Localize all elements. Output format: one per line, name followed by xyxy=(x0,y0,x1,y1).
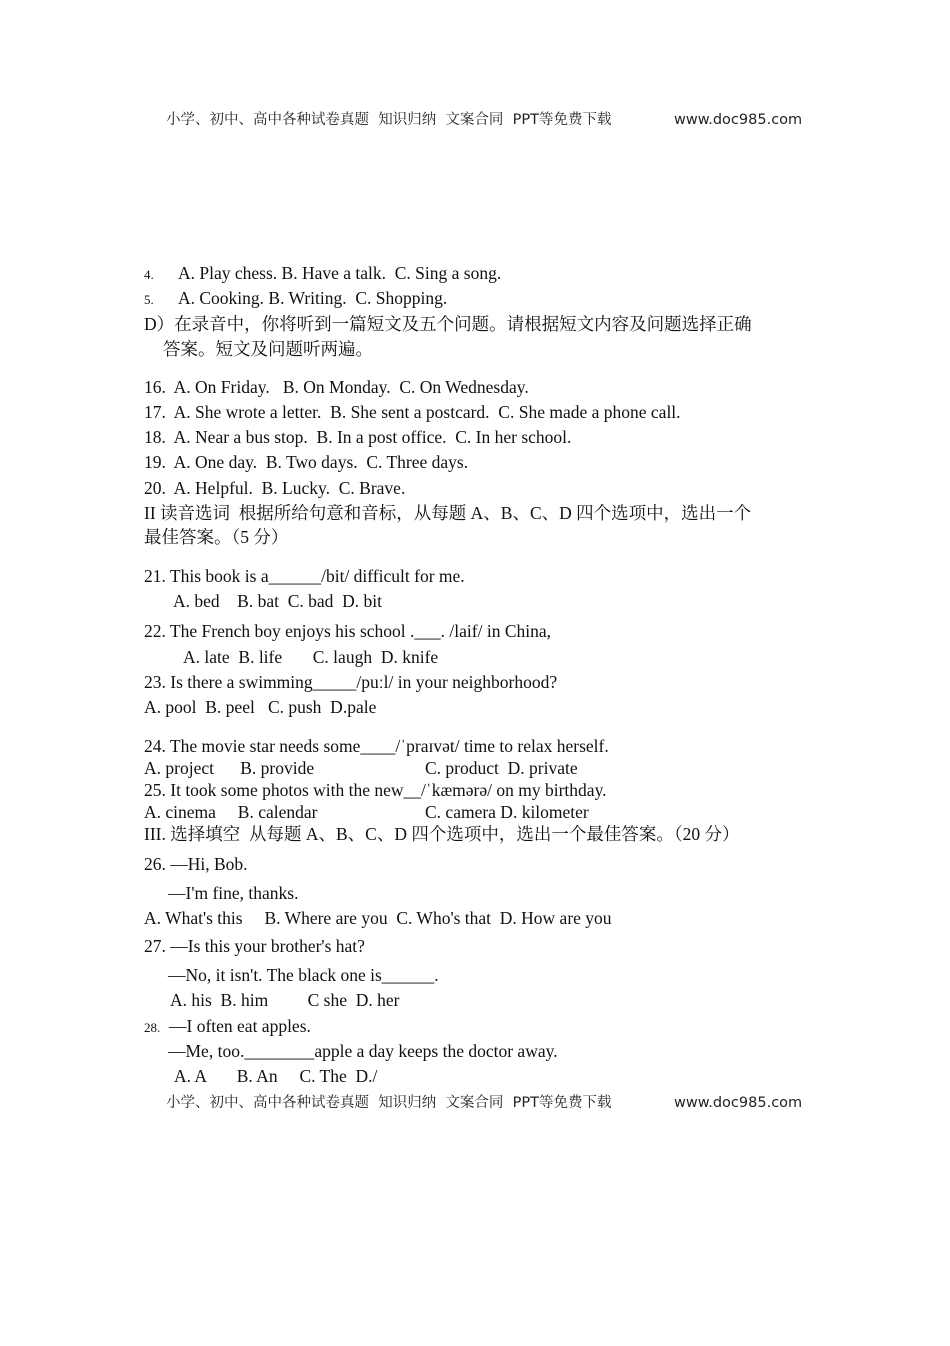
question-28-prompt: —I often eat apples. xyxy=(169,1016,311,1036)
question-26-reply: —I'm fine, thanks. xyxy=(168,883,299,903)
question-18: 18. A. Near a bus stop. B. In a post office. C. In her school. xyxy=(144,427,572,447)
question-4 xyxy=(144,262,501,286)
question-23: 23. Is there a swimming_____/puːl/ in your neighborhood? xyxy=(144,672,558,692)
question-23-options: A. pool B. peel C. push D.pale xyxy=(144,697,377,717)
question-20: 20. A. Helpful. B. Lucky. C. Brave. xyxy=(144,478,406,498)
section-d-instruction-line2: 答案。短文及问题听两遍。 xyxy=(163,339,373,359)
question-27-options: A. his B. him C she D. her xyxy=(170,990,400,1010)
question-21-options: A. bed B. bat C. bad D. bit xyxy=(173,591,383,611)
question-28-reply: —Me, too.________apple a day keeps the doctor away. xyxy=(168,1041,558,1061)
question-22: 22. The French boy enjoys his school .___. /laif/ in China, xyxy=(144,621,551,641)
question-24-options-cd: C. product D. private xyxy=(425,758,578,778)
question-25: 25. It took some photos with the new__/ˈkæmərə/ on my birthday. xyxy=(144,780,607,800)
question-26-options: A. What's this B. Where are you C. Who's that D. How are you xyxy=(144,908,612,928)
question-5-number: 5. xyxy=(144,292,154,307)
section-ii-instruction-line2: 最佳答案。（5 分） xyxy=(144,527,289,547)
question-28-number: 28. xyxy=(144,1020,161,1035)
footer-url: www.doc985.com xyxy=(674,1095,803,1111)
question-25-options-cd: C. camera D. kilometer xyxy=(425,802,589,822)
question-26: 26. —Hi, Bob. xyxy=(144,854,248,874)
question-19: 19. A. One day. B. Two days. C. Three days. xyxy=(144,452,469,472)
question-24: 24. The movie star needs some____/ˈpraɪvət/ time to relax herself. xyxy=(144,736,609,756)
question-22-options: A. late B. life C. laugh D. knife xyxy=(183,647,439,667)
question-17: 17. A. She wrote a letter. B. She sent a postcard. C. She made a phone call. xyxy=(144,402,681,422)
section-d-instruction-line1: D）在录音中，你将听到一篇短文及五个问题。请根据短文内容及问题选择正确 xyxy=(144,314,752,334)
footer-text: 小学、初中、高中各种试卷真题 知识归纳 文案合同 PPT等免费下载 xyxy=(166,1095,612,1111)
question-28 xyxy=(144,1015,311,1039)
question-25-options-ab: A. cinema B. calendar xyxy=(144,802,318,822)
question-21: 21. This book is a______/bit/ difficult for me. xyxy=(144,566,465,586)
header-text: 小学、初中、高中各种试卷真题 知识归纳 文案合同 PPT等免费下载 xyxy=(166,112,612,128)
question-27-reply: —No, it isn't. The black one is______. xyxy=(168,965,439,985)
section-ii-instruction-line1: II 读音选词 根据所给句意和音标，从每题 A、B、C、D 四个选项中，选出一个 xyxy=(144,503,752,523)
question-28-options: A. A B. An C. The D./ xyxy=(174,1066,378,1086)
question-16: 16. A. On Friday. B. On Monday. C. On Wednesday. xyxy=(144,377,529,397)
question-5 xyxy=(144,287,447,311)
question-24-options-ab: A. project B. provide xyxy=(144,758,315,778)
question-4-options: A. Play chess. B. Have a talk. C. Sing a song. xyxy=(178,263,502,283)
question-5-options: A. Cooking. B. Writing. C. Shopping. xyxy=(178,288,448,308)
question-4-number: 4. xyxy=(144,267,154,282)
question-27: 27. —Is this your brother's hat? xyxy=(144,936,365,956)
section-iii-instruction: III. 选择填空 从每题 A、B、C、D 四个选项中，选出一个最佳答案。（20 分） xyxy=(144,824,740,844)
header-url: www.doc985.com xyxy=(674,112,803,128)
